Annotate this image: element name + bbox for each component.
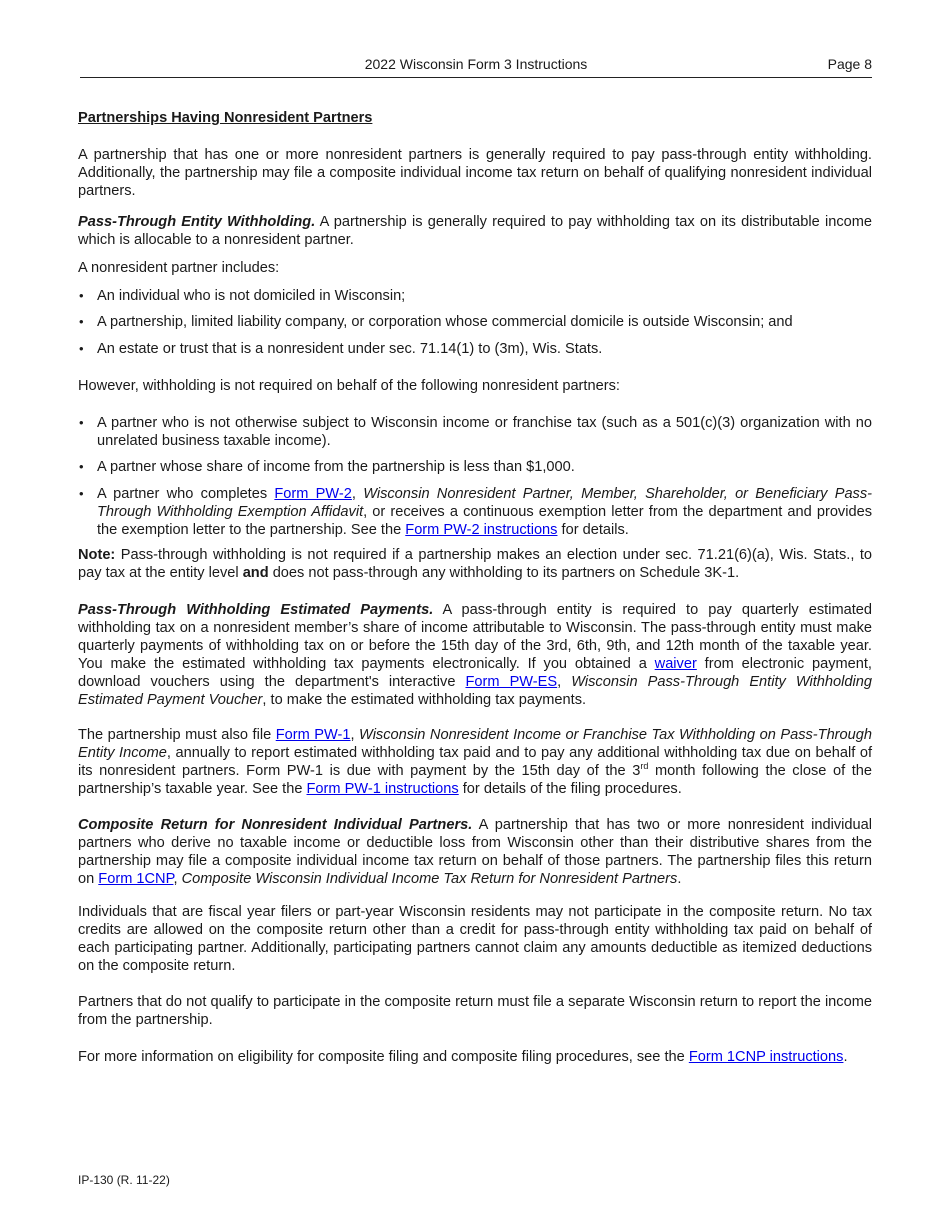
nonresident-intro: A nonresident partner includes: xyxy=(78,260,280,276)
form-pw1-link[interactable]: Form PW-1 xyxy=(275,727,351,743)
list-item xyxy=(78,458,872,476)
intro-paragraph: A partnership that has one or more nonresident partners is generally required to pay pass-through entity withholding. Additionally, the partnership may file a composite individual income tax return on behalf of qualifying nonresident individual partners. xyxy=(78,147,872,199)
section-heading: Partnerships Having Nonresident Partners xyxy=(78,110,373,126)
list-item-text: An estate or trust that is a nonresident under sec. 71.14(1) to (3m), Wis. Stats. xyxy=(97,341,603,357)
form-title-italic: Wisconsin Pass-Through Entity Withholding Estimated Payment Voucher xyxy=(78,674,872,708)
text-run: , to make the estimated withholding tax payments. xyxy=(262,692,587,708)
text-run: . xyxy=(677,871,682,887)
fiscal-year-paragraph: Individuals that are fiscal year filers or part-year Wisconsin residents may not participate in the composite return. No tax credits are allowed on the composite return other than a credit for pass-through entity withholding tax paid on behalf of each participating partner. Additionally, participating partners cannot claim any amounts deductible as itemized deductions on the composite return. xyxy=(78,904,872,974)
list-item-text: A partner whose share of income from the partnership is less than $1,000. xyxy=(97,459,575,475)
est-run-in: Pass-Through Withholding Estimated Payments. xyxy=(78,602,434,618)
list-item xyxy=(78,414,872,450)
more-info-paragraph xyxy=(78,1048,872,1066)
text-run: For more information on eligibility for composite filing and composite filing procedures, see the xyxy=(78,1049,689,1065)
text-run: A partner who completes xyxy=(97,486,275,502)
composite-run-in: Composite Return for Nonresident Individual Partners. xyxy=(78,817,473,833)
list-item-text: An individual who is not domiciled in Wisconsin; xyxy=(97,288,406,304)
text-run: , xyxy=(173,871,182,887)
text-run: for details. xyxy=(557,522,629,538)
bullet-icon: • xyxy=(79,288,84,303)
page-header xyxy=(80,54,872,78)
note-paragraph xyxy=(78,546,872,582)
form-pw-es-link[interactable]: Form PW-ES xyxy=(465,674,558,690)
text-run: , xyxy=(350,727,360,743)
pw1-paragraph xyxy=(78,726,872,798)
ptew-paragraph xyxy=(78,213,872,249)
text-run: month following the close of the partnership’s taxable year. See the xyxy=(78,763,872,797)
ordinal-suffix: rd xyxy=(640,761,649,772)
emphasis-and: and xyxy=(242,565,269,581)
form-1cnp-instructions-link[interactable]: Form 1CNP instructions xyxy=(688,1049,844,1065)
form-pw2-link[interactable]: Form PW-2 xyxy=(274,486,352,502)
estimated-payments-paragraph xyxy=(78,601,872,709)
list-item xyxy=(78,313,872,331)
form-1cnp-link[interactable]: Form 1CNP xyxy=(98,871,174,887)
document-title: 2022 Wisconsin Form 3 Instructions xyxy=(364,56,588,72)
bullet-icon: • xyxy=(79,486,84,501)
text-run: , annually to report estimated withholding tax paid and to pay any additional withholding tax due on behalf of its nonresident partners. Form PW-1 is due with payment by the 15th day of the 3 xyxy=(78,745,872,779)
ptew-run-in: Pass-Through Entity Withholding. xyxy=(78,214,316,230)
composite-paragraph xyxy=(78,816,872,888)
waiver-link[interactable]: waiver xyxy=(654,656,697,672)
list-item xyxy=(78,340,872,358)
form-title-italic: Wisconsin Nonresident Income or Franchise Tax Withholding on Pass-Through Entity Income xyxy=(78,727,873,761)
text-run: , xyxy=(351,486,364,502)
ptew-text: A partnership is generally required to pay withholding tax on its distributable income which is allocable to a nonresident partner. xyxy=(78,214,873,248)
form-title-italic: Composite Wisconsin Individual Income Tax Return for Nonresident Partners xyxy=(181,871,678,887)
list-item-text: A partner who is not otherwise subject to Wisconsin income or franchise tax (such as a 501(c)(3) organization with no unrelated business taxable income). xyxy=(97,415,872,449)
exempt-intro: However, withholding is not required on behalf of the following nonresident partners: xyxy=(78,378,620,394)
text-run: from electronic payment, download vouchers using the department's interactive xyxy=(78,656,872,690)
text-run: A pass-through entity is required to pay quarterly estimated withholding tax on a nonresident member’s share of income attributable to Wisconsin. The pass-through entity must make quarterly payments of withholding tax on or before the 15th day of the 3rd, 6th, 9th, and 12th month of the taxable year. You make the estimated withholding tax payments electronically. If you obtained a xyxy=(78,602,872,672)
text-run: for details of the filing procedures. xyxy=(458,781,682,797)
bullet-icon: • xyxy=(79,341,84,356)
list-item xyxy=(78,287,872,305)
text-run: , xyxy=(557,674,572,690)
note-label: Note: xyxy=(78,547,116,563)
bullet-icon: • xyxy=(79,314,84,329)
list-item xyxy=(78,485,872,539)
text-run: A partnership that has two or more nonresident individual partners who derive no taxable income or deductible loss from Wisconsin other than their distributive shares from the partnership may file a composite individual income tax return on behalf of those partners. The partnership files this return on xyxy=(78,817,872,887)
text-run: , or receives a continuous exemption letter from the department and provides the exemption letter to the partnership. See the xyxy=(97,504,873,538)
text-run: does not pass-through any withholding to its partners on Schedule 3K-1. xyxy=(268,565,740,581)
text-run: The partnership must also file xyxy=(78,727,276,743)
text-run: Pass-through withholding is not required if a partnership makes an election under sec. 71.21(6)(a), Wis. Stats., to pay tax at the entity level xyxy=(78,547,872,581)
list-item-text: A partnership, limited liability company, or corporation whose commercial domicile is outside Wisconsin; and xyxy=(97,314,793,330)
list-item-text xyxy=(97,485,872,539)
form-code-footer: IP-130 (R. 11-22) xyxy=(78,1173,170,1187)
bullet-icon: • xyxy=(79,459,84,474)
page-number: Page 8 xyxy=(827,56,872,72)
form-pw1-instructions-link[interactable]: Form PW-1 instructions xyxy=(306,781,459,797)
separate-return-paragraph: Partners that do not qualify to participate in the composite return must file a separate Wisconsin return to report the income from the partnership. xyxy=(78,994,872,1028)
form-title-italic: Wisconsin Nonresident Partner, Member, Shareholder, or Beneficiary Pass-Through Withholding Exemption Affidavit xyxy=(97,486,873,520)
text-run: . xyxy=(843,1049,848,1065)
form-pw2-instructions-link[interactable]: Form PW-2 instructions xyxy=(405,522,558,538)
bullet-icon: • xyxy=(79,415,84,430)
